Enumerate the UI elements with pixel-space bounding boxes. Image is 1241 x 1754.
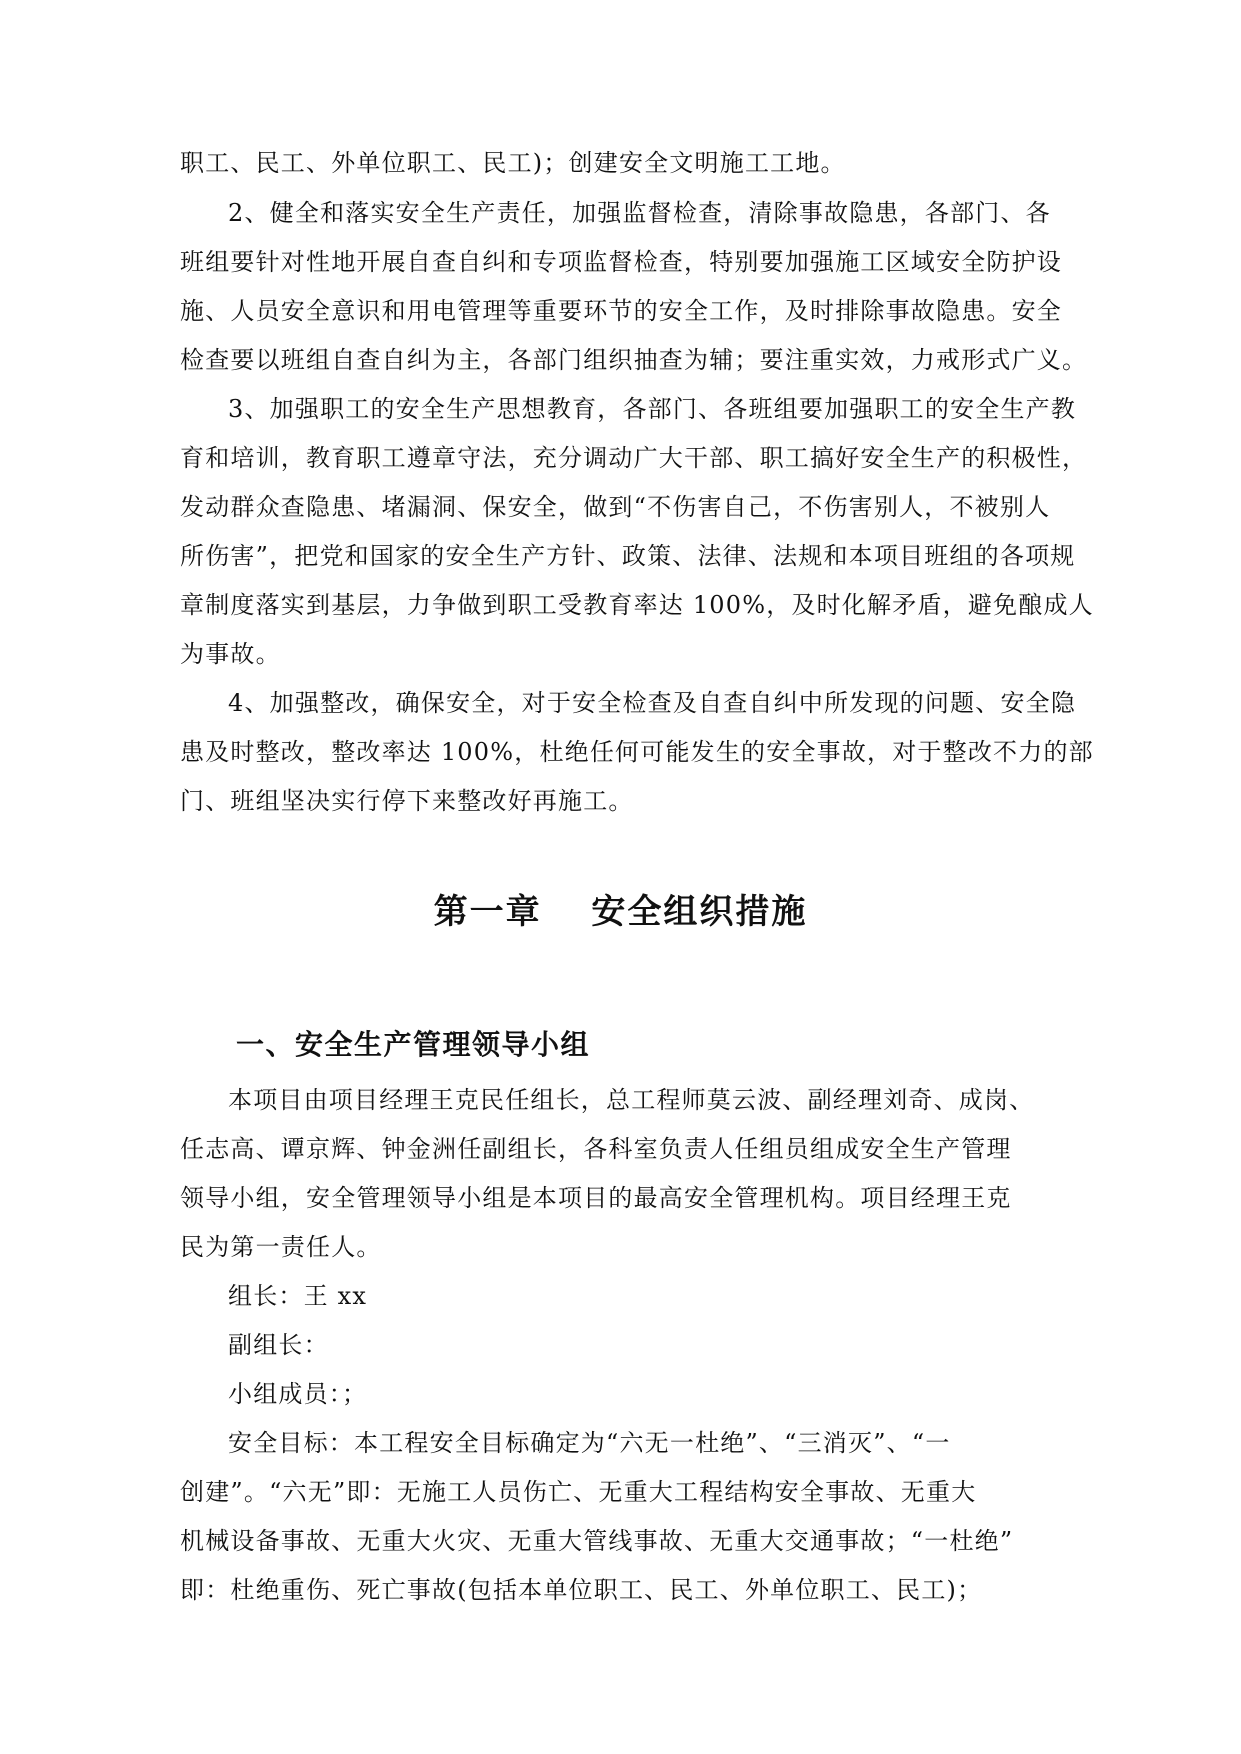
safety-goal-line-2: 创建”。“六无”即：无施工人员伤亡、无重大工程结构安全事故、无重大 <box>180 1478 977 1506</box>
group-leader: 组长：王 xx <box>228 1282 368 1310</box>
group-deputy: 副组长： <box>228 1331 329 1359</box>
section-body-line-3: 领导小组，安全管理领导小组是本项目的最高安全管理机构。项目经理王克 <box>180 1184 1012 1212</box>
item-2-line-1: 2、健全和落实安全生产责任，加强监督检查，清除事故隐患，各部门、各 <box>228 199 1051 227</box>
item-3-line-1: 3、加强职工的安全生产思想教育，各部门、各班组要加强职工的安全生产教 <box>228 395 1077 423</box>
item-2-line-2: 班组要针对性地开展自查自纠和专项监督检查，特别要加强施工区域安全防护设 <box>180 248 1062 276</box>
item-2-line-3: 施、人员安全意识和用电管理等重要环节的安全工作，及时排除事故隐患。安全 <box>180 297 1062 325</box>
item-3-line-2: 育和培训，教育职工遵章守法，充分调动广大干部、职工搞好安全生产的积极性， <box>180 444 1088 472</box>
item-4-line-3: 门、班组坚决实行停下来整改好再施工。 <box>180 787 634 815</box>
item-3-line-5: 章制度落实到基层，力争做到职工受教育率达 100%，及时化解矛盾，避免酿成人 <box>180 591 1094 619</box>
item-4-line-1: 4、加强整改，确保安全，对于安全检查及自查自纠中所发现的问题、安全隐 <box>228 689 1077 717</box>
intro-continuation-line: 职工、民工、外单位职工、民工)；创建安全文明施工工地。 <box>180 149 846 177</box>
safety-goal-line-1: 安全目标：本工程安全目标确定为“六无一杜绝”、“三消灭”、“一 <box>228 1429 951 1457</box>
item-3-line-6: 为事故。 <box>180 640 281 668</box>
item-3-line-4: 所伤害”，把党和国家的安全生产方针、政策、法律、法规和本项目班组的各项规 <box>180 542 1076 570</box>
safety-goal-line-3: 机械设备事故、无重大火灾、无重大管线事故、无重大交通事故；“一杜绝” <box>180 1527 1014 1555</box>
group-members: 小组成员：； <box>228 1380 368 1408</box>
item-3-line-3: 发动群众查隐患、堵漏洞、保安全，做到“不伤害自己，不伤害别人，不被别人 <box>180 493 1051 521</box>
section-body-line-2: 任志高、谭京辉、钟金洲任副组长，各科室负责人任组员组成安全生产管理 <box>180 1135 1012 1163</box>
safety-goal-line-4: 即：杜绝重伤、死亡事故(包括本单位职工、民工、外单位职工、民工)； <box>180 1576 983 1604</box>
section-body-line-4: 民为第一责任人。 <box>180 1233 382 1261</box>
chapter-title: 第一章 安全组织措施 <box>433 892 808 932</box>
item-2-line-4: 检查要以班组自查自纠为主，各部门组织抽查为辅；要注重实效，力戒形式广义。 <box>180 346 1088 374</box>
section-heading: 一、安全生产管理领导小组 <box>236 1028 591 1061</box>
section-body-line-1: 本项目由项目经理王克民任组长，总工程师莫云波、副经理刘奇、成岗、 <box>228 1086 1035 1114</box>
item-4-line-2: 患及时整改，整改率达 100%，杜绝任何可能发生的安全事故，对于整改不力的部 <box>180 738 1094 766</box>
